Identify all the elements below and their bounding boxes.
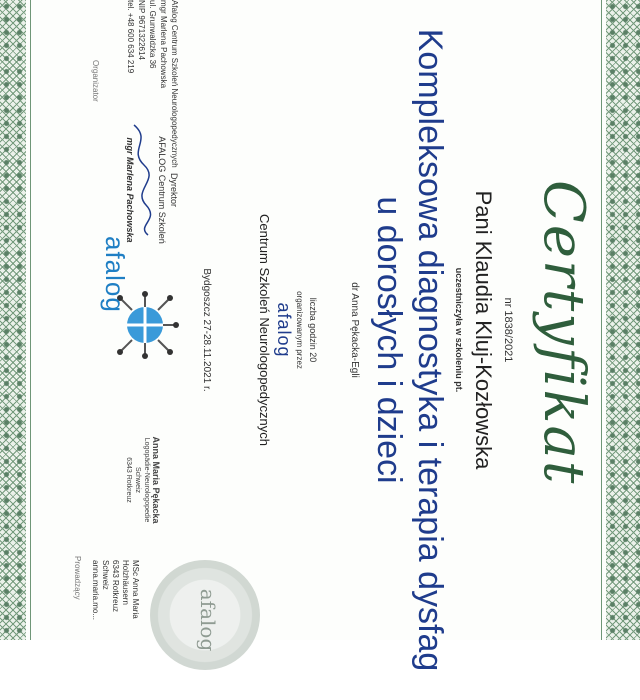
address-line: NIP 9671322614 — [137, 0, 146, 60]
organized-by-label: organizowanym przez — [295, 291, 304, 369]
stamp-name: Anna Maria Pękacka — [151, 436, 161, 524]
frame-line-left — [30, 0, 31, 640]
lecturer-line: MSc Anna Maria — [131, 560, 140, 619]
stamp-line: Logopädie-Neurologopedie — [143, 437, 150, 523]
training-center-name: Centrum Szkoleń Neurologopedycznych — [257, 214, 272, 446]
address-line: Afalog Centrum Szkoleń Neurologopedycznych — [170, 0, 179, 168]
address-line: ul. Grunwaldzka 36 — [148, 0, 157, 69]
lecturer-line: Holzhäusern — [121, 560, 130, 605]
instructor-name: dr Anna Pękacka-Egli — [349, 282, 360, 378]
number-label: nr — [502, 297, 514, 308]
director-title: Dyrektor — [169, 172, 179, 207]
lecturer-address — [90, 560, 140, 650]
lecturer-line: 6343 Rotkreuz — [111, 560, 120, 613]
participant-note: uczestniczyła w szkoleniu pt. — [454, 267, 464, 393]
guilloche-border-left — [0, 0, 26, 640]
address-line: mgr Marlena Pachowska — [159, 0, 168, 89]
brand-inline-logo: afalog — [274, 302, 294, 358]
place-and-date: Bydgoszcz 27-28.11.2021 r. — [201, 268, 212, 392]
lecturer-line: anna.maria.mo... — [91, 560, 100, 621]
recipient-name: Pani Klaudia Kluj-Kozłowska — [471, 190, 496, 470]
director-signature-icon — [126, 120, 154, 240]
director-org: AFALOG Centrum Szkoleń — [157, 136, 167, 244]
course-title-line1: Kompleksowa diagnostyka i terapia dysfag — [411, 28, 449, 672]
course-hours: liczba godzin 20 — [308, 297, 318, 363]
director-name: mgr Marlena Pachowska — [125, 137, 135, 243]
guilloche-border-right — [606, 0, 640, 640]
seal-text: afalog — [196, 588, 220, 652]
lecturer-stamp — [124, 420, 160, 540]
frame-line-right — [601, 0, 602, 640]
certificate-title: Certyfikat — [531, 180, 596, 486]
stamp-line: Schweiz — [134, 466, 141, 494]
address-line: tel. +48 600 634 219 — [126, 0, 135, 74]
afalog-logo-text: afalog — [100, 236, 130, 313]
certificate-sheet — [40, 0, 600, 672]
organizer-label: Organizator — [91, 60, 100, 102]
course-title-line2: u dorosłych i dzieci — [370, 196, 408, 484]
lecturer-label: Prowadzący — [73, 556, 82, 600]
certificate-number — [502, 220, 514, 440]
number-value: 1838/2021 — [502, 310, 514, 363]
lecturer-line: Schweiz — [101, 560, 110, 590]
stamp-line: 6343 Rotkreuz — [125, 457, 132, 503]
